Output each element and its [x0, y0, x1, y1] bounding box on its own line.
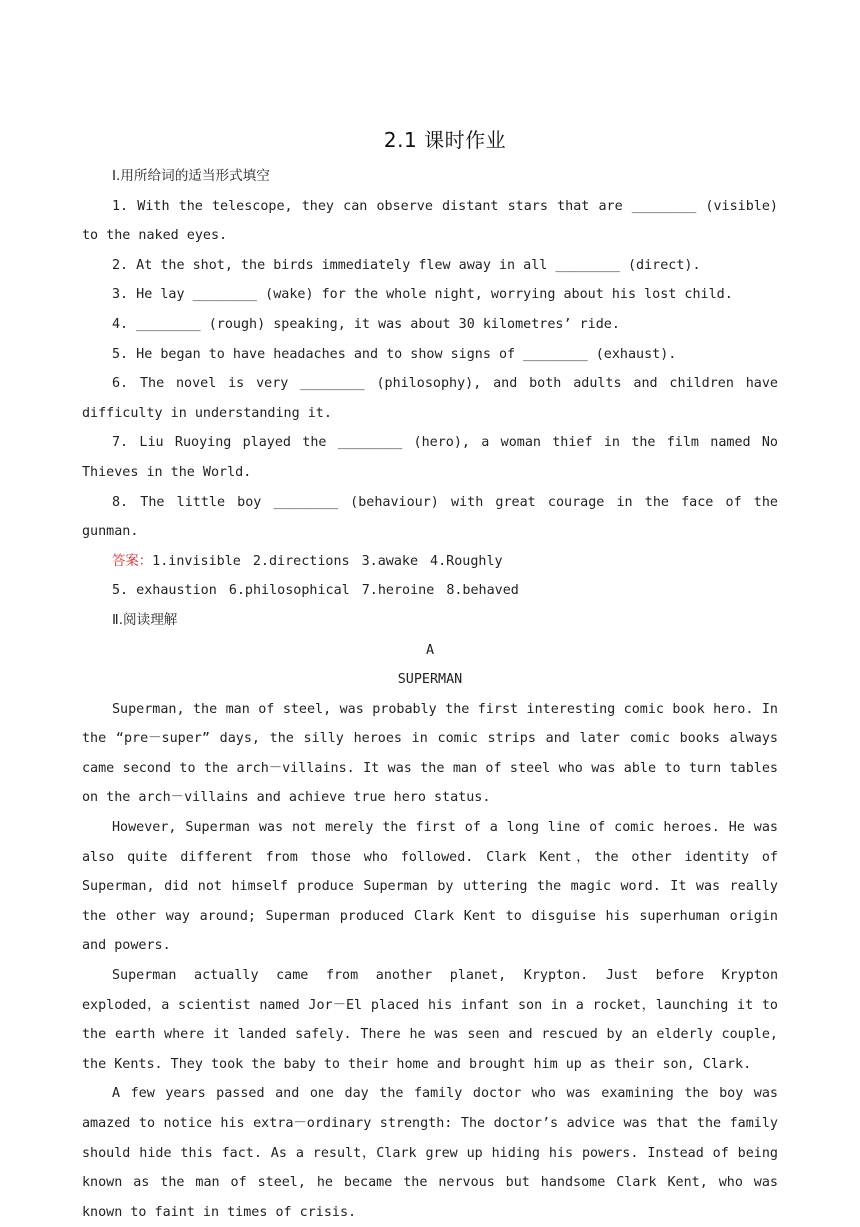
- answer-label: 答案：: [112, 553, 153, 569]
- passage-paragraph-1: Superman, the man of steel, was probably the first interesting comic book hero. In the “pre－super” days, the silly heroes in comic strips and later comic books always came second to the arch－villains. It was the man of steel who was able to turn tables on the arch－villains and achieve true hero status.: [82, 701, 778, 806]
- section-1-heading: Ⅰ.用所给词的适当形式填空: [112, 168, 270, 184]
- question-3: 3. He lay ________ (wake) for the whole night, worrying about his lost child.: [112, 287, 733, 303]
- question-7: 7. Liu Ruoying played the ________ (hero), a woman thief in the film named No Thieves in the World.: [82, 435, 778, 480]
- answer-item: 5. exhaustion: [112, 583, 217, 599]
- answer-item: 1.invisible: [152, 553, 241, 569]
- passage-letter: A: [425, 642, 435, 658]
- question-5: 5. He began to have headaches and to show signs of ________ (exhaust).: [112, 346, 677, 362]
- question-6: 6. The novel is very ________ (philosophy), and both adults and children have difficulty in understanding it.: [82, 376, 778, 421]
- section-2-heading: Ⅱ.阅读理解: [112, 611, 178, 628]
- answer-item: 7.heroine: [361, 583, 435, 599]
- answer-item: 8.behaved: [446, 583, 519, 599]
- question-1: 1. With the telescope, they can observe distant stars that are ________ (visible) to the naked eyes.: [82, 198, 778, 244]
- document-body: [82, 162, 778, 1227]
- question-2: 2. At the shot, the birds immediately flew away in all ________ (direct).: [112, 257, 701, 273]
- question-8: 8. The little boy ________ (behaviour) with great courage in the face of the gunman.: [82, 494, 778, 540]
- page-title: 2.1 课时作业: [383, 128, 507, 152]
- answer-line-1: [82, 547, 778, 577]
- passage-paragraph-3: Superman actually came from another planet, Krypton. Just before Krypton exploded，a scientist named Jor－El placed his infant son in a rocket，launching it to the earth where it landed safely. There he was seen and rescued by an elderly couple, the Kents. They took the baby to their home and brought him up as their son, Clark.: [82, 968, 778, 1072]
- answer-item: 2.directions: [252, 553, 350, 569]
- passage-paragraph-2: However, Superman was not merely the first of a long line of comic heroes. He was also quite different from those who followed. Clark Kent，the other identity of Superman, did not himself produce Superman by uttering the magic word. It was really the other way around; Superman produced Clark Kent to disguise his superhuman origin and powers.: [82, 820, 778, 954]
- question-4: 4. ________ (rough) speaking, it was about 30 kilometres’ ride.: [112, 316, 620, 332]
- answer-item: 6.philosophical: [228, 583, 350, 599]
- answer-item: 3.awake: [361, 553, 419, 569]
- answer-line-2: [82, 576, 778, 606]
- passage-paragraph-4: A few years passed and one day the family doctor who was examining the boy was amazed to notice his extra－ordinary strength: The doctor’s advice was that the family should hide this fact. As a result，Clark grew up hiding his powers. Instead of being known as the man of steel, he became the nervous but handsome Clark Kent, who was known to faint in times of crisis.: [82, 1086, 778, 1220]
- answer-item: 4.Roughly: [430, 553, 503, 569]
- passage-title: SUPERMAN: [397, 672, 463, 688]
